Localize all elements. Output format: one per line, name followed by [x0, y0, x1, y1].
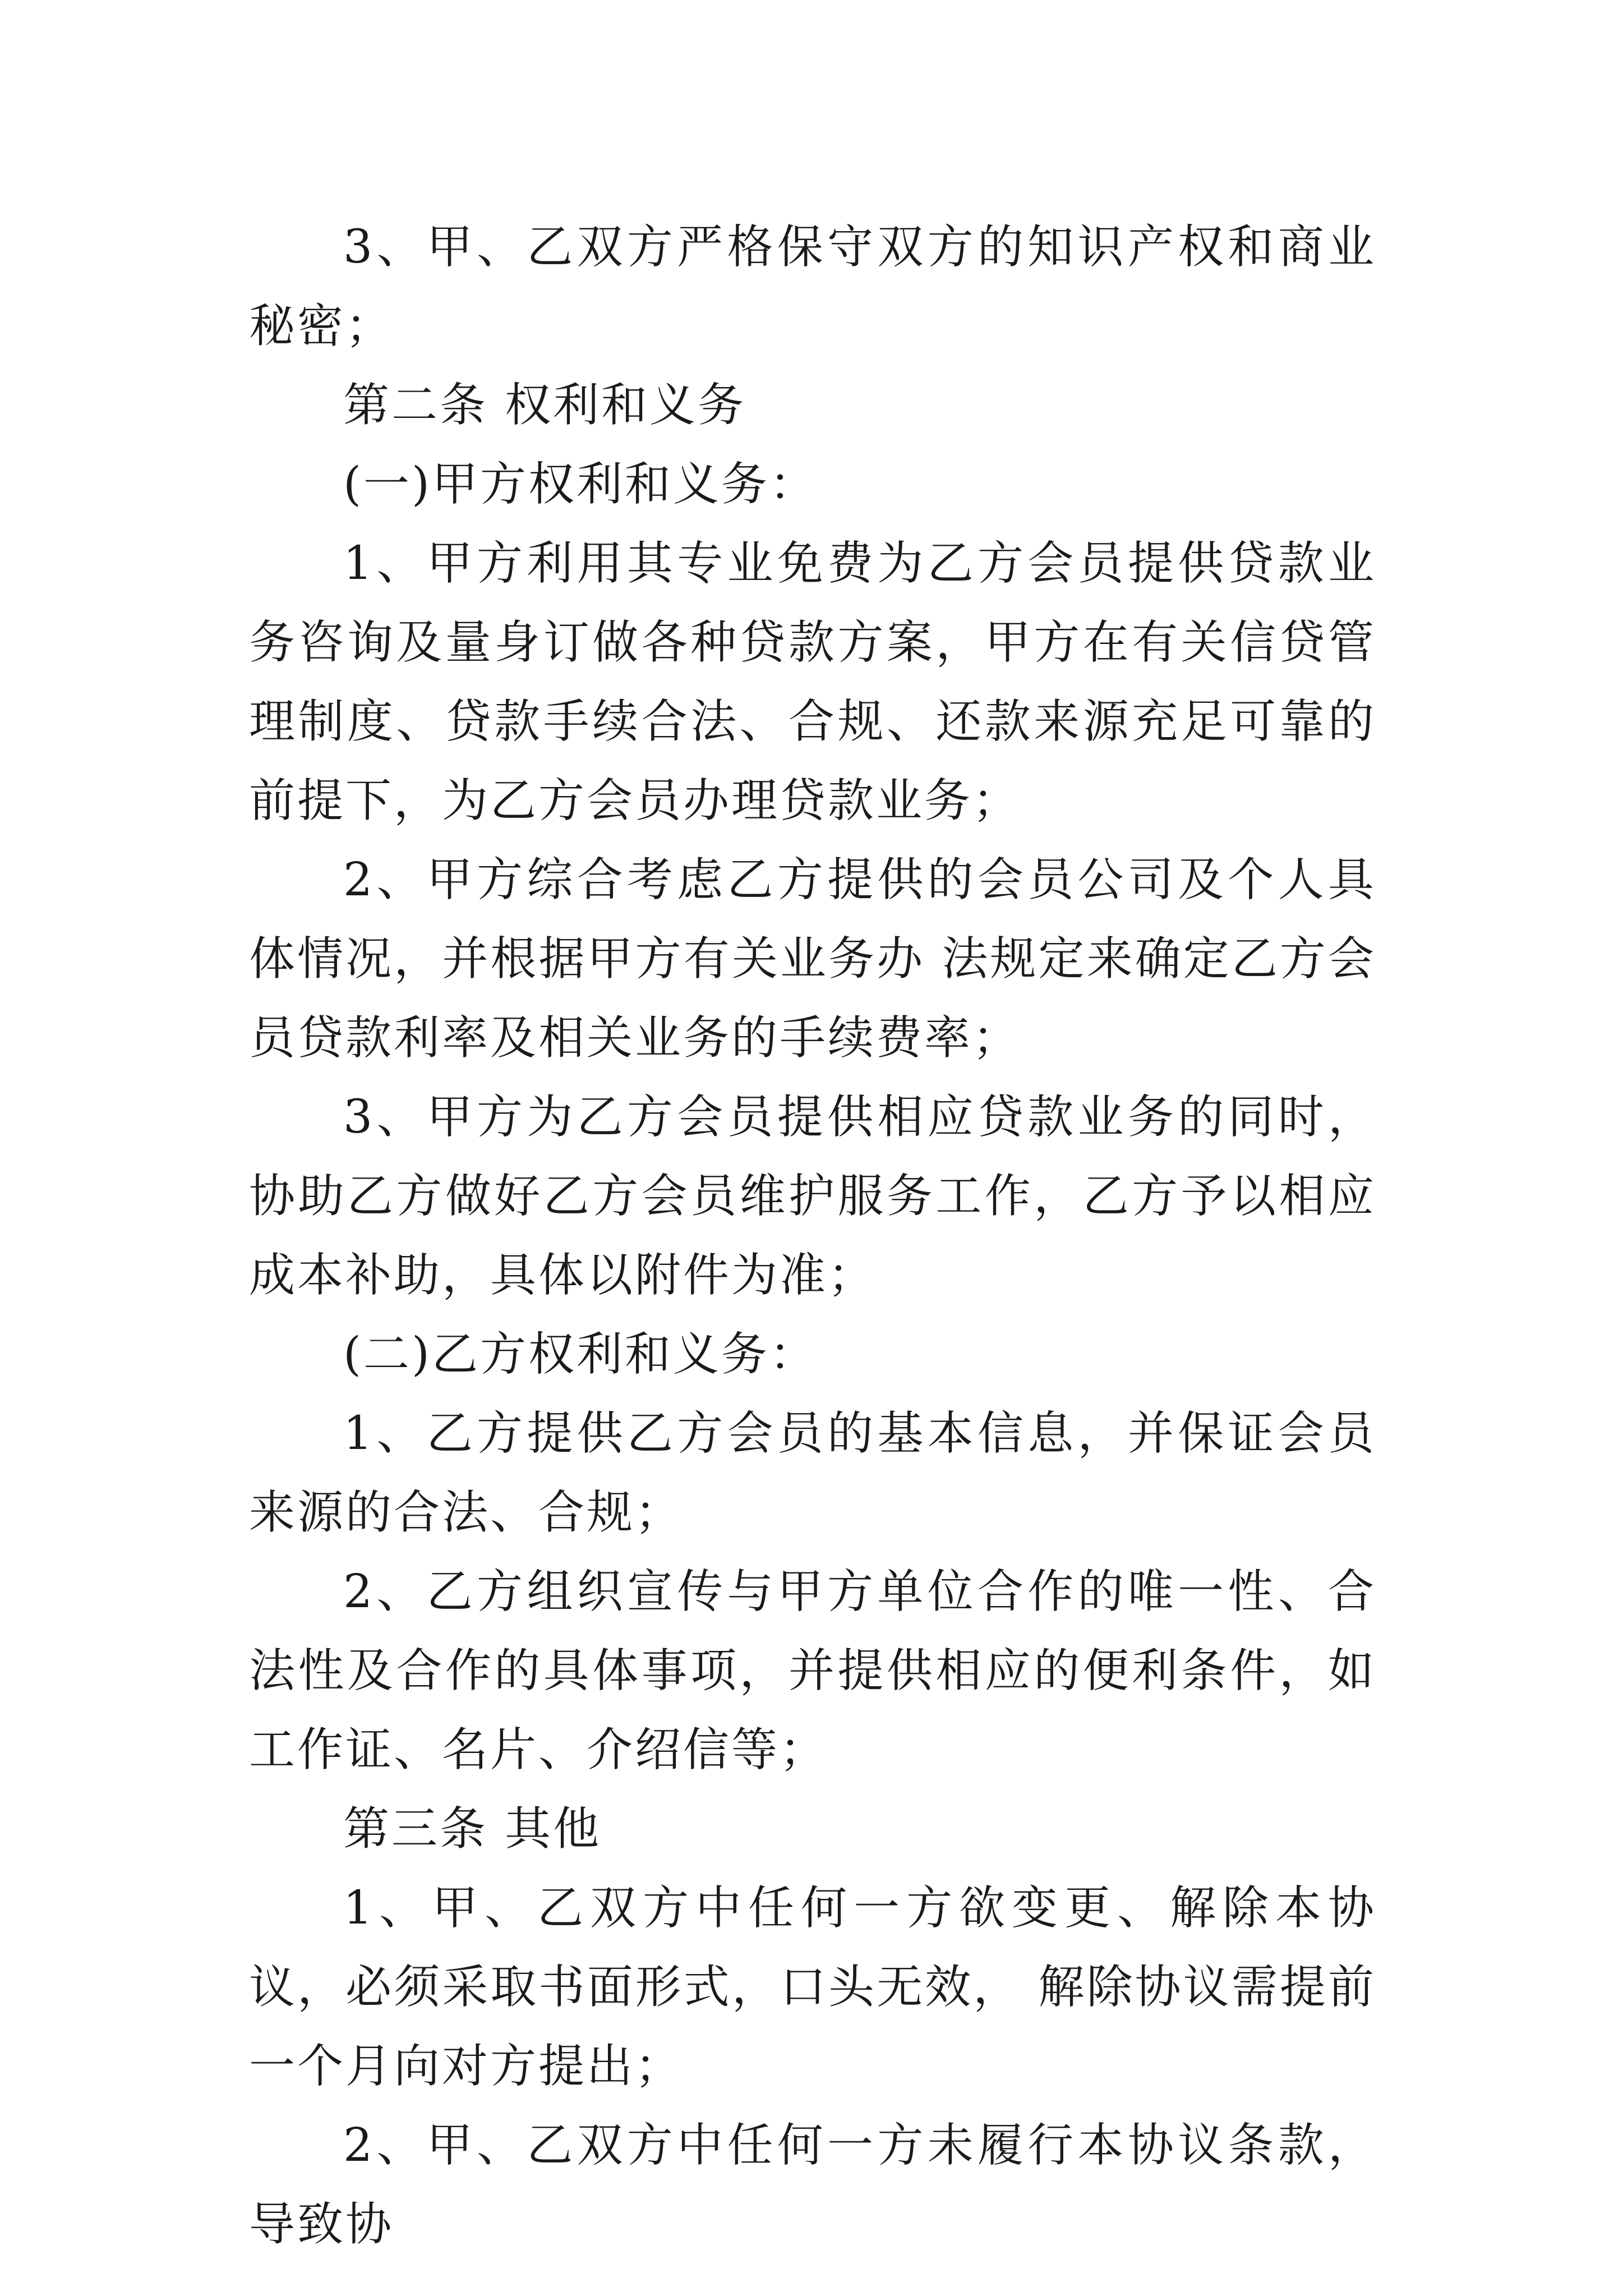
paragraph-other-item-2: 2、甲、乙双方中任何一方未履行本协议条款，导致协 [249, 2119, 1376, 2251]
paragraph-party-b-item-1: 1、乙方提供乙方会员的基本信息，并保证会员来源的合法、合规； [249, 1407, 1376, 1539]
heading-party-b-rights: (二)乙方权利和义务： [343, 1328, 818, 1381]
paragraph-party-a-item-3: 3、甲方为乙方会员提供相应贷款业务的同时，协助乙方做好乙方会员维护服务工作，乙方予以相应成本补助，具体以附件为准； [249, 1091, 1376, 1302]
paragraph-other-item-1: 1、甲、乙双方中任何一方欲变更、解除本协议，必须采取书面形式，口头无效， 解除协议需提前一个月向对方提出； [249, 1881, 1376, 2093]
paragraph-party-a-item-2: 2、甲方综合考虑乙方提供的会员公司及个人具体情况，并根据甲方有关业务办 法规定来确定乙方会员贷款利率及相关业务的手续费率； [249, 853, 1376, 1065]
document-body [249, 208, 1376, 2264]
paragraph-party-b-item-2: 2、乙方组织宣传与甲方单位合作的唯一性、合法性及合作的具体事项，并提供相应的便利条件，如工作证、名片、介绍信等； [249, 1565, 1376, 1777]
heading-party-a-rights: (一)甲方权利和义务： [343, 458, 818, 511]
paragraph-confidentiality: 3、甲、乙双方严格保守双方的知识产权和商业秘密； [249, 220, 1376, 353]
heading-article-3: 第三条 其他 [343, 1802, 602, 1856]
heading-article-2: 第二条 权利和义务 [343, 379, 746, 432]
paragraph-party-a-item-1: 1、甲方利用其专业免费为乙方会员提供贷款业务咨询及量身订做各种贷款方案，甲方在有关信贷管理制度、贷款手续合法、合规、还款来源充足可靠的前提下，为乙方会员办理贷款业务； [249, 537, 1376, 827]
